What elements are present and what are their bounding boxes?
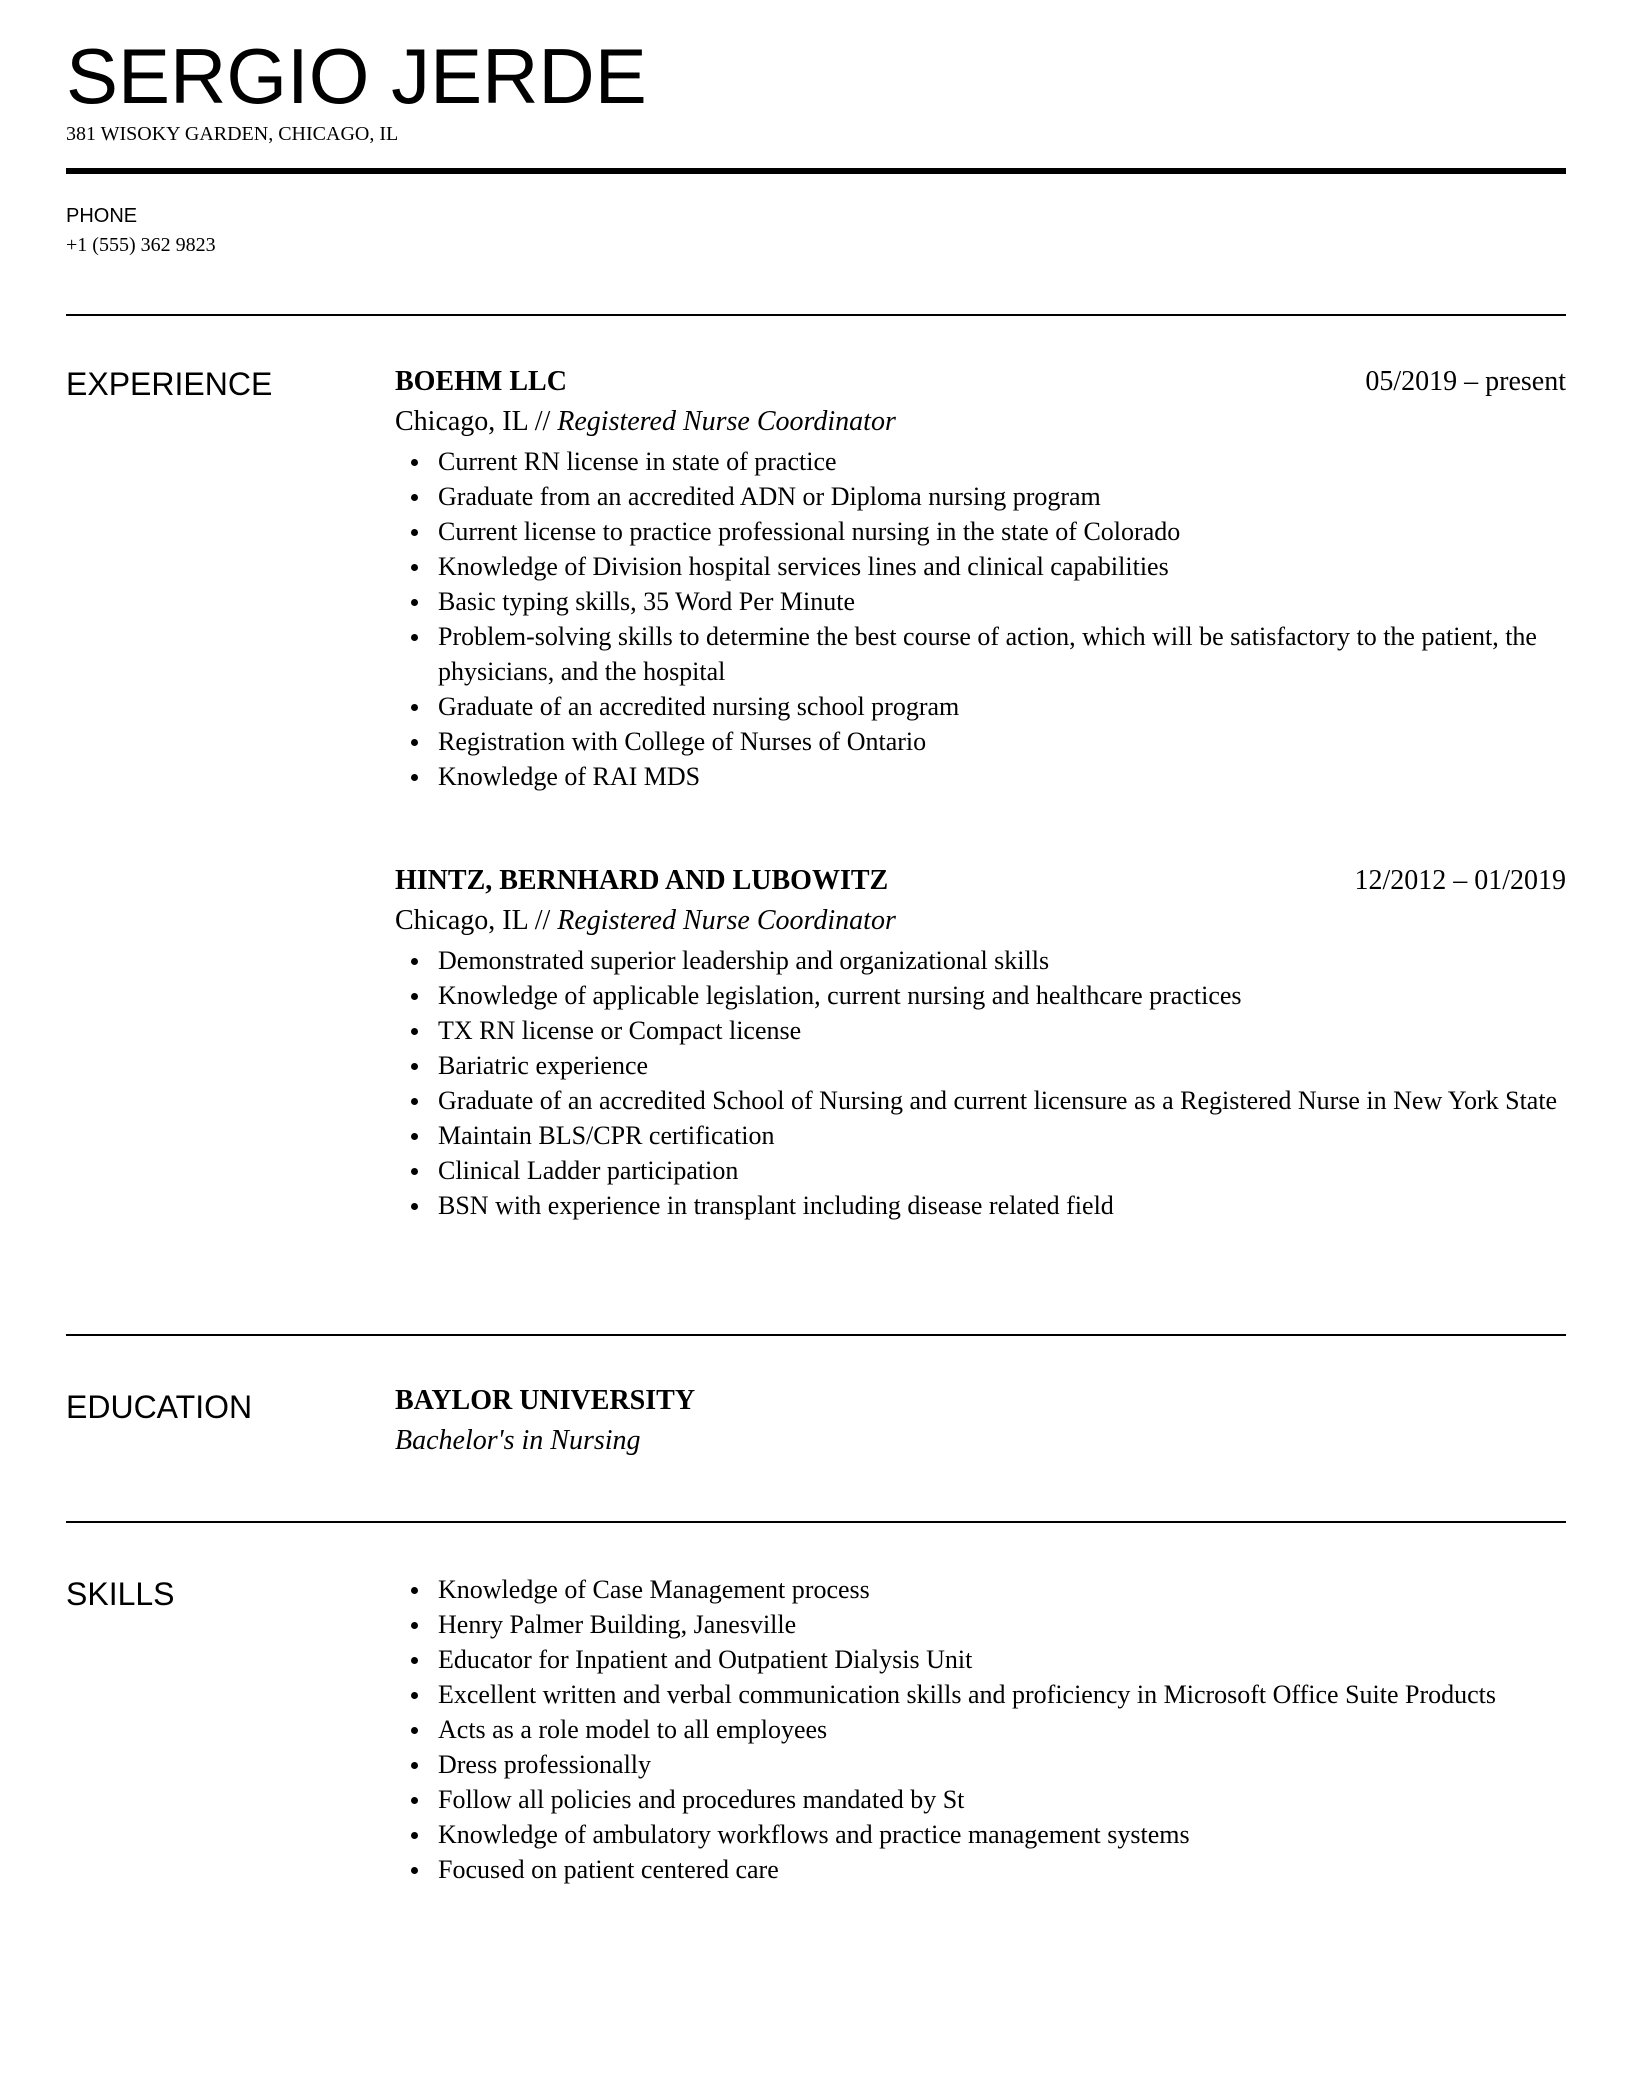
- job-location: Chicago, IL: [395, 905, 528, 936]
- job-subtitle: [395, 901, 1566, 941]
- job-separator: //: [527, 905, 558, 936]
- experience-section-title: EXPERIENCE: [66, 366, 273, 402]
- job-bullets: [395, 444, 1566, 794]
- skills-entry: [395, 1572, 1566, 1887]
- job-bullet: Bariatric experience: [395, 1048, 1566, 1083]
- job-company: HINTZ, BERNHARD AND LUBOWITZ: [395, 865, 889, 896]
- job-bullet: Maintain BLS/CPR certification: [395, 1118, 1566, 1153]
- education-entry: [395, 1381, 1566, 1461]
- section-divider: [66, 1334, 1566, 1336]
- job-entry: [395, 861, 1566, 1223]
- skill-item: Henry Palmer Building, Janesville: [395, 1607, 1566, 1642]
- degree: [395, 1421, 1566, 1461]
- job-location: Chicago, IL: [395, 406, 528, 437]
- job-bullet: Clinical Ladder participation: [395, 1153, 1566, 1188]
- job-bullet: Registration with College of Nurses of Ontario: [395, 724, 1566, 759]
- header-divider: [66, 168, 1566, 174]
- job-company: BOEHM LLC: [395, 366, 567, 397]
- skill-item: Follow all policies and procedures mandated by St: [395, 1782, 1566, 1817]
- skills-section-title: SKILLS: [66, 1576, 175, 1612]
- job-bullet: TX RN license or Compact license: [395, 1013, 1566, 1048]
- candidate-name: SERGIO JERDE: [66, 32, 647, 120]
- skill-item: Excellent written and verbal communication skills and proficiency in Microsoft Office Suite Products: [395, 1677, 1566, 1712]
- job-role: Registered Nurse Coordinator: [557, 905, 896, 936]
- school-name: BAYLOR UNIVERSITY: [395, 1385, 696, 1416]
- job-dates: 12/2012 – 01/2019: [1354, 865, 1566, 896]
- job-bullet: Graduate of an accredited nursing school program: [395, 689, 1566, 724]
- skill-item: Acts as a role model to all employees: [395, 1712, 1566, 1747]
- candidate-address: 381 WISOKY GARDEN, CHICAGO, IL: [66, 123, 399, 145]
- job-bullet: Knowledge of applicable legislation, current nursing and healthcare practices: [395, 978, 1566, 1013]
- skill-item: Knowledge of ambulatory workflows and practice management systems: [395, 1817, 1566, 1852]
- job-bullet: Problem-solving skills to determine the best course of action, which will be satisfactory to the patient, the physicians, and the hospital: [395, 619, 1566, 689]
- skill-item: Dress professionally: [395, 1747, 1566, 1782]
- job-bullet: Demonstrated superior leadership and organizational skills: [395, 943, 1566, 978]
- job-separator: //: [527, 406, 558, 437]
- job-bullet: Graduate from an accredited ADN or Diploma nursing program: [395, 479, 1566, 514]
- job-bullets: [395, 943, 1566, 1223]
- job-bullet: Current license to practice professional nursing in the state of Colorado: [395, 514, 1566, 549]
- job-bullet: Knowledge of RAI MDS: [395, 759, 1566, 794]
- section-divider: [66, 314, 1566, 316]
- job-subtitle: [395, 402, 1566, 442]
- skills-list: [395, 1572, 1566, 1887]
- job-bullet: Graduate of an accredited School of Nursing and current licensure as a Registered Nurse in New York State: [395, 1083, 1566, 1118]
- degree-text: Bachelor's in Nursing: [395, 1425, 641, 1456]
- section-divider: [66, 1521, 1566, 1523]
- skill-item: Educator for Inpatient and Outpatient Dialysis Unit: [395, 1642, 1566, 1677]
- job-bullet: Basic typing skills, 35 Word Per Minute: [395, 584, 1566, 619]
- job-bullet: Knowledge of Division hospital services lines and clinical capabilities: [395, 549, 1566, 584]
- job-bullet: Current RN license in state of practice: [395, 444, 1566, 479]
- phone-label: PHONE: [66, 205, 138, 227]
- skill-item: Knowledge of Case Management process: [395, 1572, 1566, 1607]
- job-role: Registered Nurse Coordinator: [557, 406, 896, 437]
- skill-item: Focused on patient centered care: [395, 1852, 1566, 1887]
- education-section-title: EDUCATION: [66, 1389, 253, 1425]
- job-bullet: BSN with experience in transplant including disease related field: [395, 1188, 1566, 1223]
- job-entry: [395, 362, 1566, 794]
- job-dates: 05/2019 – present: [1365, 366, 1566, 397]
- phone-value: +1 (555) 362 9823: [66, 234, 216, 256]
